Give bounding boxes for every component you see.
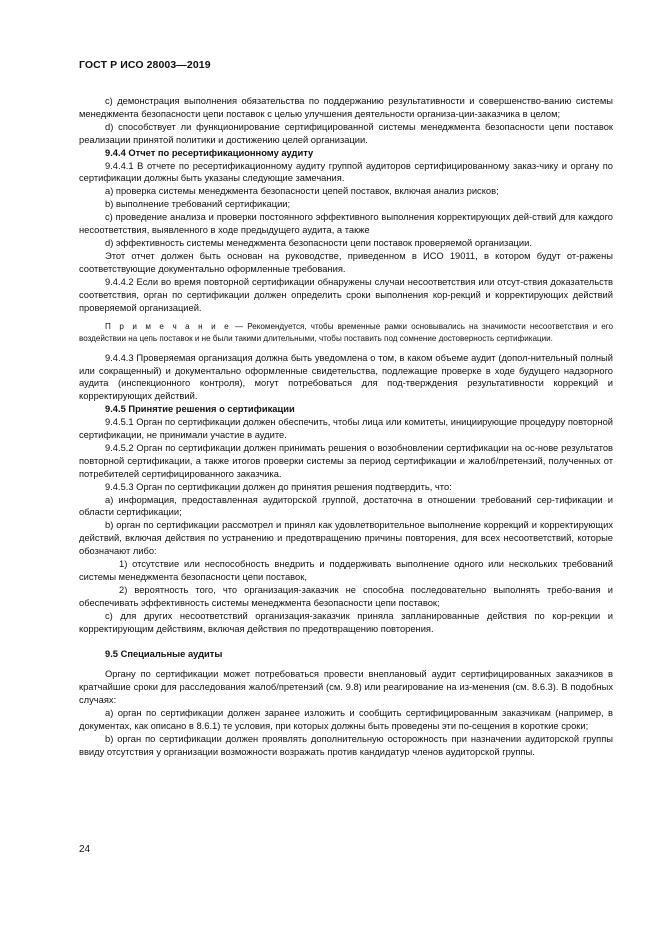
- paragraph: Органу по сертификации может потребоваться провести внеплановый аудит сертифицированных заказчиков в кратчайшие сроки для расследования жалоб/претензий (см. 9.8) или реагирование на из-менения (см. 8.6.3). В подобных случаях:: [79, 669, 613, 706]
- list-item: a) информация, предоставленная аудиторской группой, достаточна в отношении требований сер-тификации и области сертификации;: [79, 494, 613, 518]
- note-label: П р и м е ч а н и е: [105, 322, 231, 332]
- section-heading: 9.4.5 Принятие решения о сертификации: [105, 404, 295, 415]
- note-text: — Рекомендуется, чтобы временные рамки основывались на значимости несоответствия и его воздействии на цепь поставок и не были такими длительными, чтобы поставить под сомнение достоверность сертификации.: [79, 322, 613, 343]
- list-item: b) орган по сертификации должен проявлять дополнительную осторожность при назначении аудиторской группы ввиду отсутствия у организации возможности возражать против кандидатур членов аудиторской группы.: [79, 733, 613, 757]
- page-number: 24: [79, 844, 91, 855]
- paragraph: Этот отчет должен быть основан на руководстве, приведенном в ИСО 19011, в котором будут от-ражены соответствующие документально оформленные требования.: [79, 250, 613, 274]
- note: [79, 321, 613, 344]
- document-body: [79, 95, 613, 759]
- paragraph: d) способствует ли функционирование сертифицированной системы менеджмента безопасности цепи поставок реализации принятой политики и достижению целей организации.: [79, 121, 613, 145]
- paragraph: 9.4.5.2 Орган по сертификации должен принимать решения о возобновлении сертификации на ос-нове результатов повторной сертификации, а также итогов проверки системы за период сертификации и жалоб/претензий, полученных от потребителей сертифицированного заказчика.: [79, 442, 613, 479]
- paragraph: 9.4.4.3 Проверяемая организация должна быть уведомлена о том, в каком объеме аудит (допол-нительный полный или сокращенный) и документально оформленные свидетельства, подлежащие проверке в ходе будущего надзорного аудита (инспекционного контроля), могут потребоваться для под-тверждения результативности коррекций и корректирующих действий.: [79, 352, 613, 402]
- list-item: a) орган по сертификации должен заранее изложить и сообщить сертифицированным заказчикам (например, в документах, как описано в 8.6.1) те условия, при которых должны быть проведены эти по-сещения в короткие сроки;: [79, 708, 613, 732]
- section-heading: 9.5 Специальные аудиты: [105, 648, 223, 659]
- document-header: ГОСТ Р ИСО 28003—2019: [79, 59, 211, 71]
- list-item: c) для других несоответствий организация-заказчик приняла запланированные действия по кор-рекции и корректирующим действиям, включая действия по предотвращению повторения.: [79, 610, 613, 634]
- sub-list-item: 1) отсутствие или неспособность внедрить и поддерживать выполнение одного или нескольких требований системы менеджмента безопасности цепи поставок,: [79, 559, 613, 582]
- list-item: a) проверка системы менеджмента безопасности цепей поставок, включая анализ рисков;: [105, 186, 499, 197]
- paragraph: 9.4.5.1 Орган по сертификации должен обеспечить, чтобы лица или комитеты, инициирующие процедуру повторной сертификации, не принимали участие в аудите.: [79, 417, 613, 441]
- list-item: b) орган по сертификации рассмотрел и принял как удовлетворительное выполнение коррекций и корректирующих действий, включая действия по устранению и предотвращению причины повторения, для всех несоответствий, которые обозначают либо:: [79, 520, 613, 557]
- list-item: d) эффективность системы менеджмента безопасности цепи поставок проверяемой организации.: [105, 237, 532, 248]
- section-heading: 9.4.4 Отчет по ресертификационному аудиту: [105, 147, 314, 158]
- paragraph: c) демонстрация выполнения обязательства по поддержанию результативности и совершенство-ванию системы менеджмента безопасности цепи поставок с целью улучшения деятельности организа-ции-заказчика в целом;: [79, 96, 613, 119]
- sub-list-item: 2) вероятность того, что организация-заказчик не способна последовательно выполнять требо-вания и обеспечивать эффективность системы менеджмента безопасности цепи поставок;: [79, 584, 613, 608]
- paragraph: 9.4.4.2 Если во время повторной сертификации обнаружены случаи несоответствия или отсут-ствия доказательств соответствия, орган по сертификации должен определить сроки выполнения кор-рекций и корректирующих действий проверяемой организацией.: [79, 276, 613, 313]
- list-item: b) выполнение требований сертификации;: [105, 199, 291, 210]
- paragraph: 9.4.5.3 Орган по сертификации должен до принятия решения подтвердить, что:: [105, 481, 452, 492]
- list-item: c) проведение анализа и проверки постоянного эффективного выполнения корректирующих дей-ствий для каждого несоответствия, выявленного в ходе предыдущего аудита, а также: [79, 212, 613, 236]
- paragraph: 9.4.4.1 В отчете по ресертификационному аудиту группой аудиторов сертифицированному заказ-чику и органу по сертификации должны быть указаны следующие замечания.: [79, 160, 613, 184]
